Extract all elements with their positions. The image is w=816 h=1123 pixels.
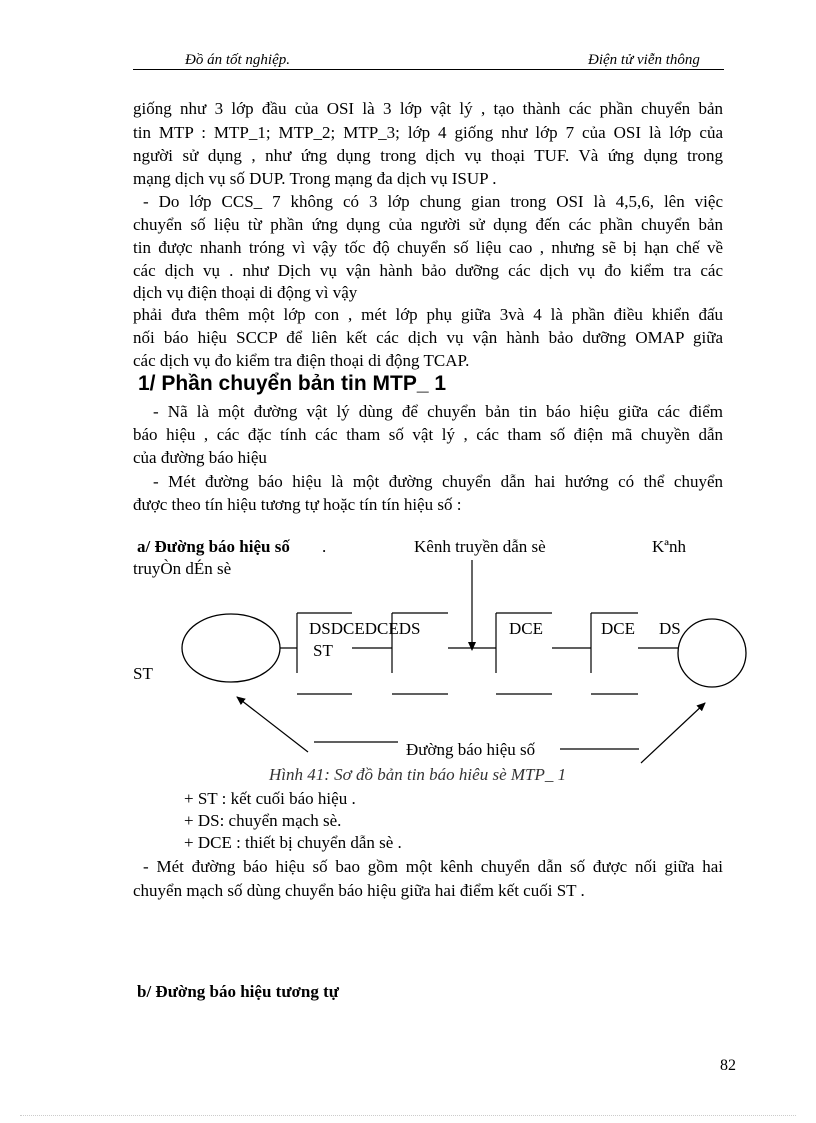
box1-label: DSDCEDCEDS [309, 619, 421, 638]
text-line: báo hiệu , các đặc tính các tham số vật lý , các tham số điện mã chuyền dẫn [133, 425, 723, 444]
text-line: - Nã là một đường vật lý dùng để chuyển bản tin báo hiệu giữa các điểm [153, 402, 723, 421]
text-line: các dịch vụ đo kiểm tra điện thoại di động TCAP. [133, 351, 470, 370]
box3-label: DCE [509, 619, 543, 638]
text-line: - Do lớp CCS_ 7 không có 3 lớp chung gian trong OSI là 4,5,6, lên việc [143, 192, 723, 211]
right-terminal-circle [678, 619, 746, 687]
text-line: chuyển số liệu từ phần ứng dụng của người sử dụng đến các phần chuyển bản [133, 215, 723, 234]
text-line: nối báo hiệu SCCP để liên kết các dịch vụ vận hành bảo dưỡng OMAP giữa [133, 328, 723, 347]
subheading-b: b/ Đường báo hiệu tương tự [137, 982, 339, 1001]
ds-right-label: DS [659, 619, 681, 638]
text-line: của đường báo hiệu [133, 448, 267, 467]
channel-label-2a: Kªnh [652, 537, 686, 556]
text-line: được theo tín hiệu tương tự hoặc tín tín hiệu số : [133, 495, 462, 514]
text-line: chuyển mạch số dùng chuyển báo hiệu giữa hai điểm kết cuối ST . [133, 881, 585, 900]
legend-item: + DCE : thiết bị chuyển dẫn sè . [184, 833, 402, 852]
text-line: tin MTP : MTP_1; MTP_2; MTP_3; lớp 4 giống như lớp 7 của OSI là lớp của [133, 123, 723, 142]
left-terminal-ellipse [182, 614, 280, 682]
text-line: tin được nhanh tróng vì vậy tốc độ chuyển số liệu cao , nhưng sẽ bị hạn chế về [133, 238, 723, 257]
st-left-label: ST [133, 664, 153, 683]
legend-item: + DS: chuyển mạch sè. [184, 811, 342, 830]
subheading-a-dot: . [322, 537, 327, 556]
text-line: các dịch vụ . như Dịch vụ vận hành bảo dưỡng các dịch vụ đo kiểm tra các [133, 261, 723, 280]
text-line: giống như 3 lớp đầu của OSI là 3 lớp vật lý , tạo thành các phần chuyển bản [133, 99, 723, 118]
text-line: - Mét đường báo hiệu là một đường chuyển dẫn hai hướng có thể chuyển [153, 472, 723, 491]
legend-item: + ST : kết cuối báo hiệu . [184, 789, 356, 808]
text-line: - Mét đường báo hiệu số bao gồm một kênh chuyển dẫn số được nối giữa hai [143, 857, 723, 876]
subheading-a: a/ Đường báo hiệu số [137, 537, 290, 556]
box4-label: DCE [601, 619, 635, 638]
text-line: dịch vụ điện thoại di động vì vậy [133, 283, 358, 302]
text-line: phải đưa thêm một lớp con , mét lớp phụ giữa 3và 4 là phần điều khiển đấu [133, 305, 723, 324]
channel-label-2b: truyÒn dÉn sè [133, 559, 232, 578]
page-number: 82 [720, 1057, 736, 1074]
section-heading: 1/ Phần chuyển bản tin MTP_ 1 [138, 372, 447, 395]
box1-sublabel: ST [313, 641, 333, 660]
text-line: mạng dịch vụ số DUP. Trong mạng đa dịch vụ ISUP . [133, 169, 497, 188]
page-bottom-divider [20, 1115, 796, 1116]
channel-label: Kênh truyền dẫn sè [414, 537, 546, 556]
bottom-link-label: Đường báo hiệu số [406, 740, 536, 759]
header-left: Đồ án tốt nghiệp. [185, 52, 290, 68]
header-right: Điện tử viễn thông [588, 52, 700, 68]
figure-caption: Hình 41: Sơ đồ bản tin báo hiêu sè MTP_ 1 [269, 765, 567, 784]
text-line: người sử dụng , như ứng dụng trong dịch vụ thoại TUF. Và ứng dụng trong [133, 146, 723, 165]
